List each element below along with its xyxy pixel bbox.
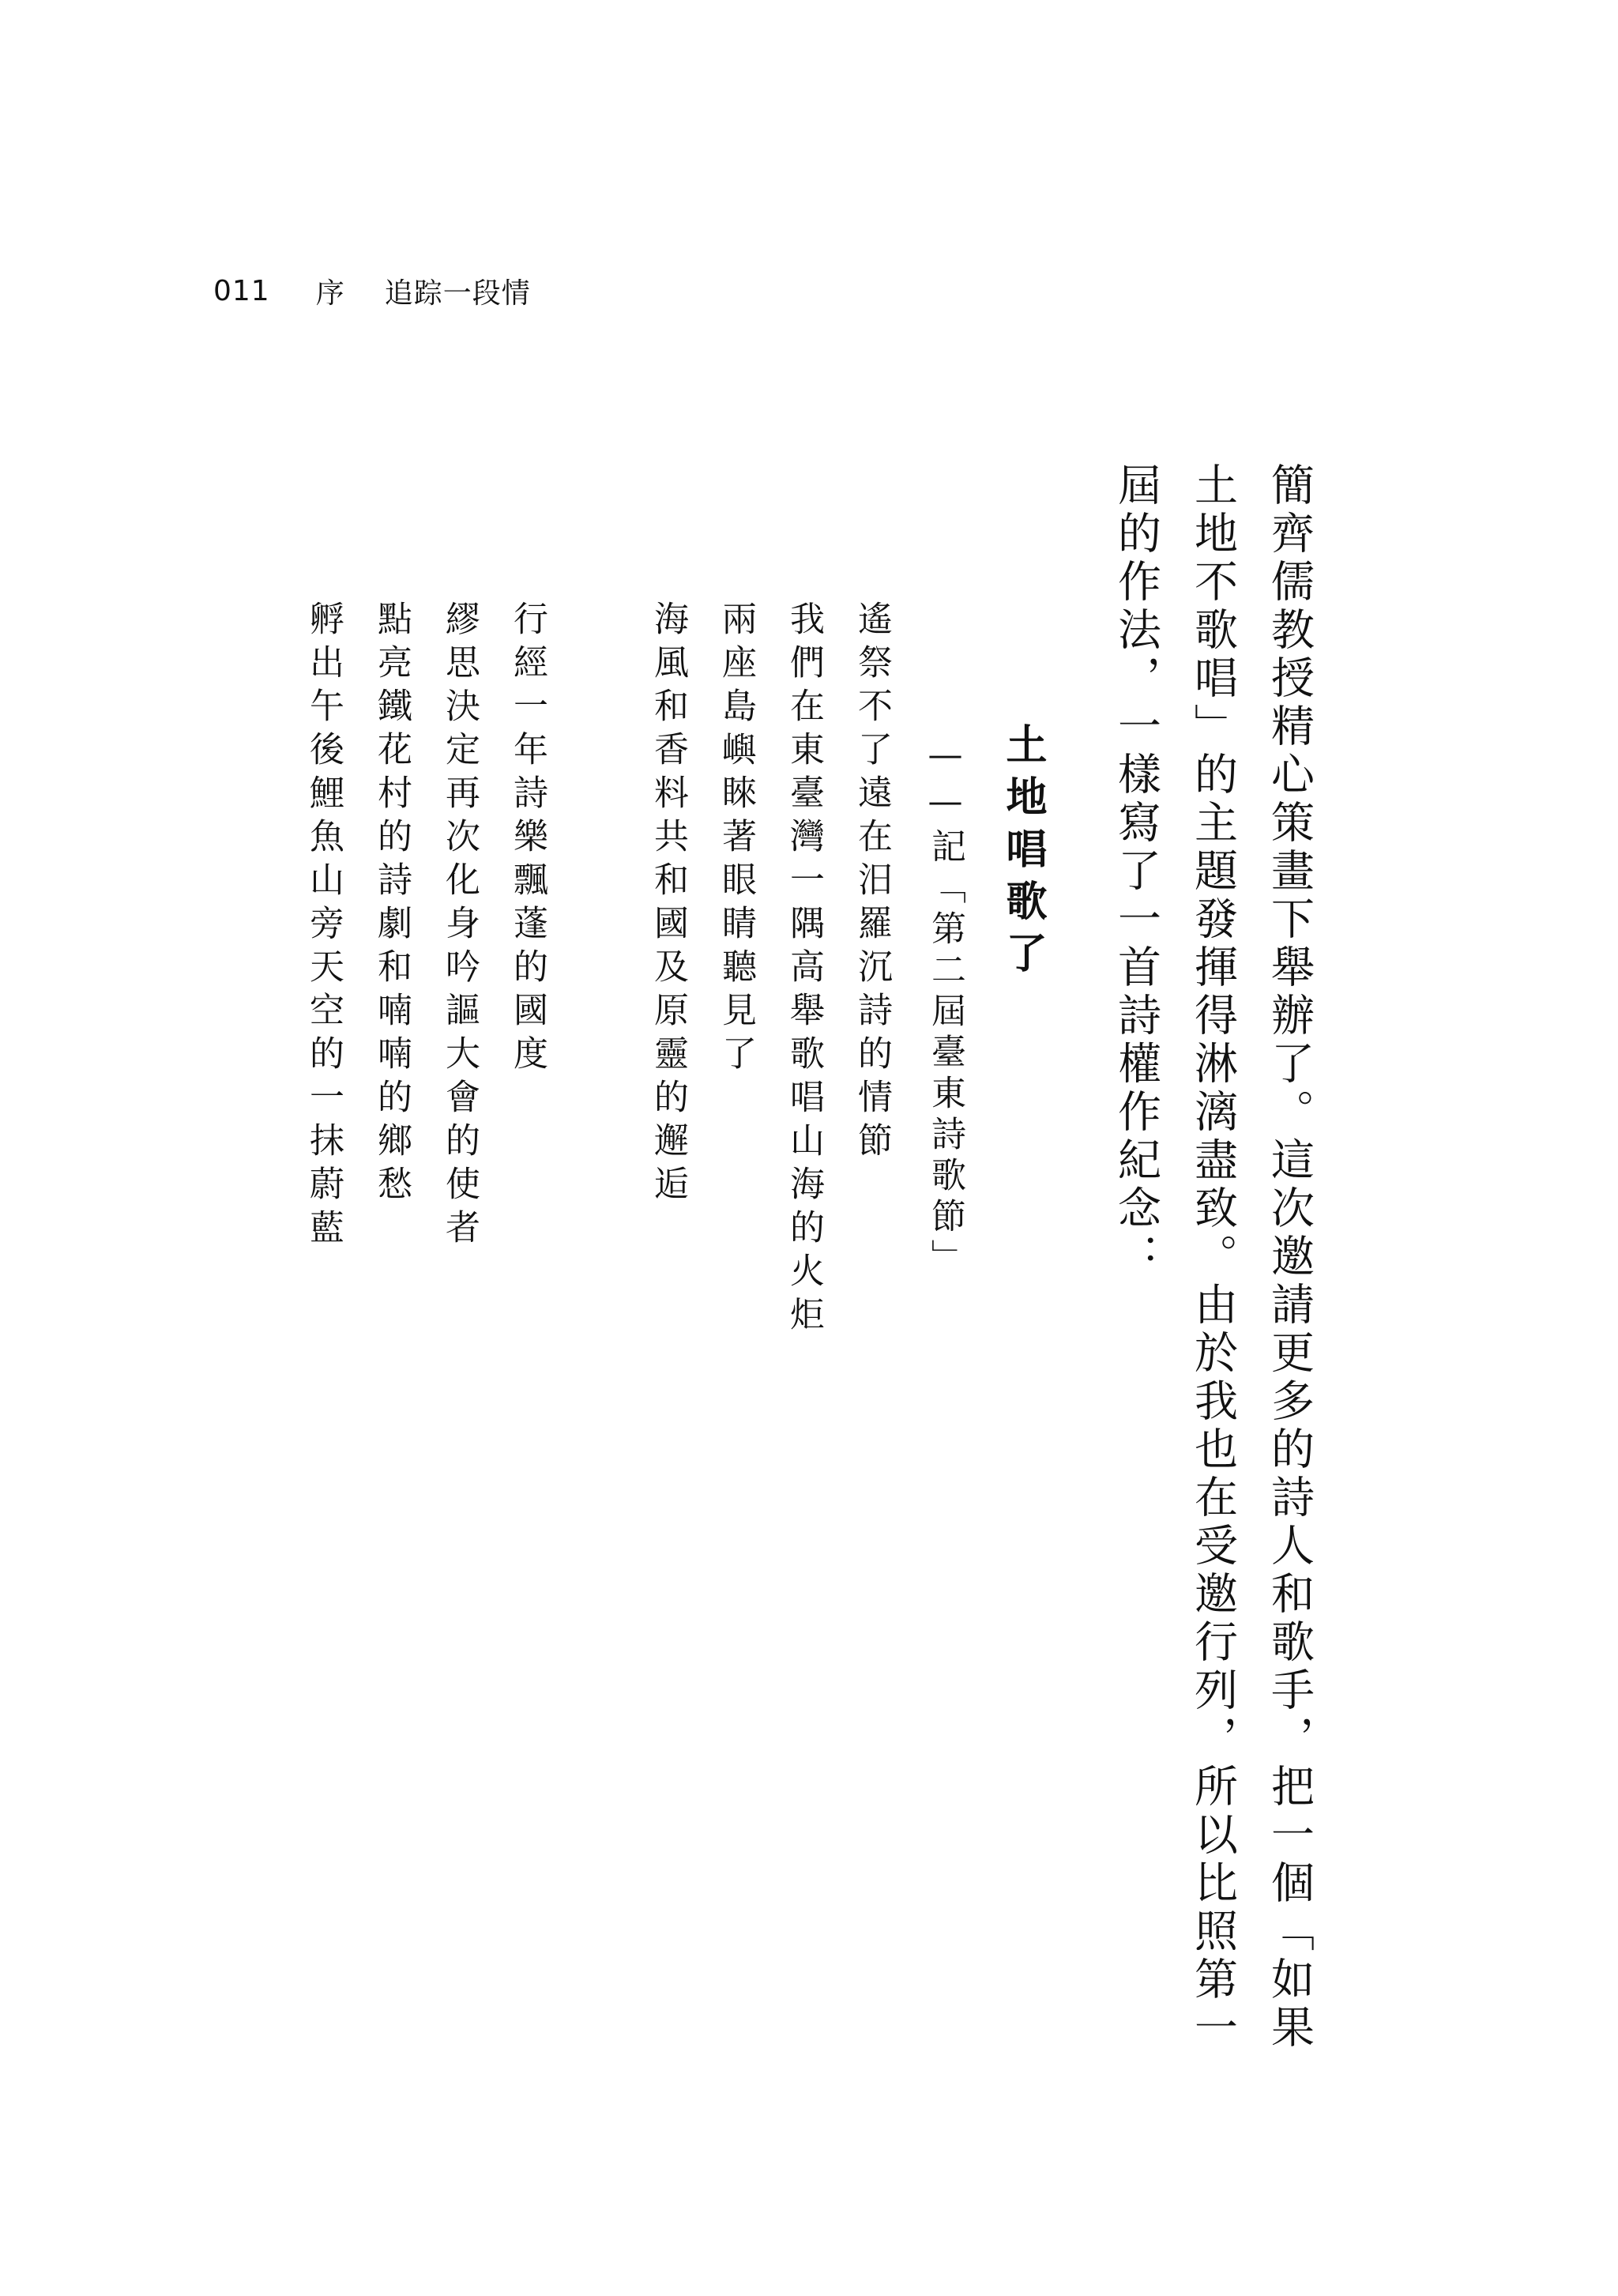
poem-line: 兩座島嶼睞著眼睛聽見了: [716, 600, 756, 1078]
running-header: [213, 267, 531, 314]
poem-line: 點亮鐵花村的詩劇和喃喃的鄉愁: [371, 600, 412, 1209]
poem-line: 孵出午後鯉魚山旁天空的一抹蔚藍: [303, 600, 344, 1252]
poem-line: 行經一年詩樂飄蓬的國度: [507, 600, 547, 1078]
poem-line: 遙祭不了遠在汨羅沉詩的情節: [852, 600, 892, 1165]
poem-line: 海風和香料共和國及原靈的邂逅: [648, 600, 688, 1209]
poem-line: 繆思決定再次化身吟謳大會的使者: [439, 600, 480, 1252]
poem-subtitle: ——記「第二屆臺東詩歌節」: [925, 735, 965, 1280]
section-label: 序: [315, 277, 345, 310]
chapter-title: 追踪一段情: [384, 277, 531, 310]
prose-line-2: 土地不歌唱」的主題發揮得淋漓盡致。由於我也在受邀行列，所以比照第一: [1187, 462, 1238, 2053]
poem-title: 土地唱歌了: [999, 723, 1046, 984]
page-number: 011: [213, 274, 270, 307]
prose-line-3: 屆的作法，一樣寫了一首詩權作紀念：: [1111, 462, 1161, 1282]
prose-line-1: 簡齊儒教授精心策畫下舉辦了。這次邀請更多的詩人和歌手，把一個「如果: [1264, 462, 1315, 2053]
poem-line: 我們在東臺灣一隅高舉歌唱山海的火炬: [784, 600, 824, 1339]
